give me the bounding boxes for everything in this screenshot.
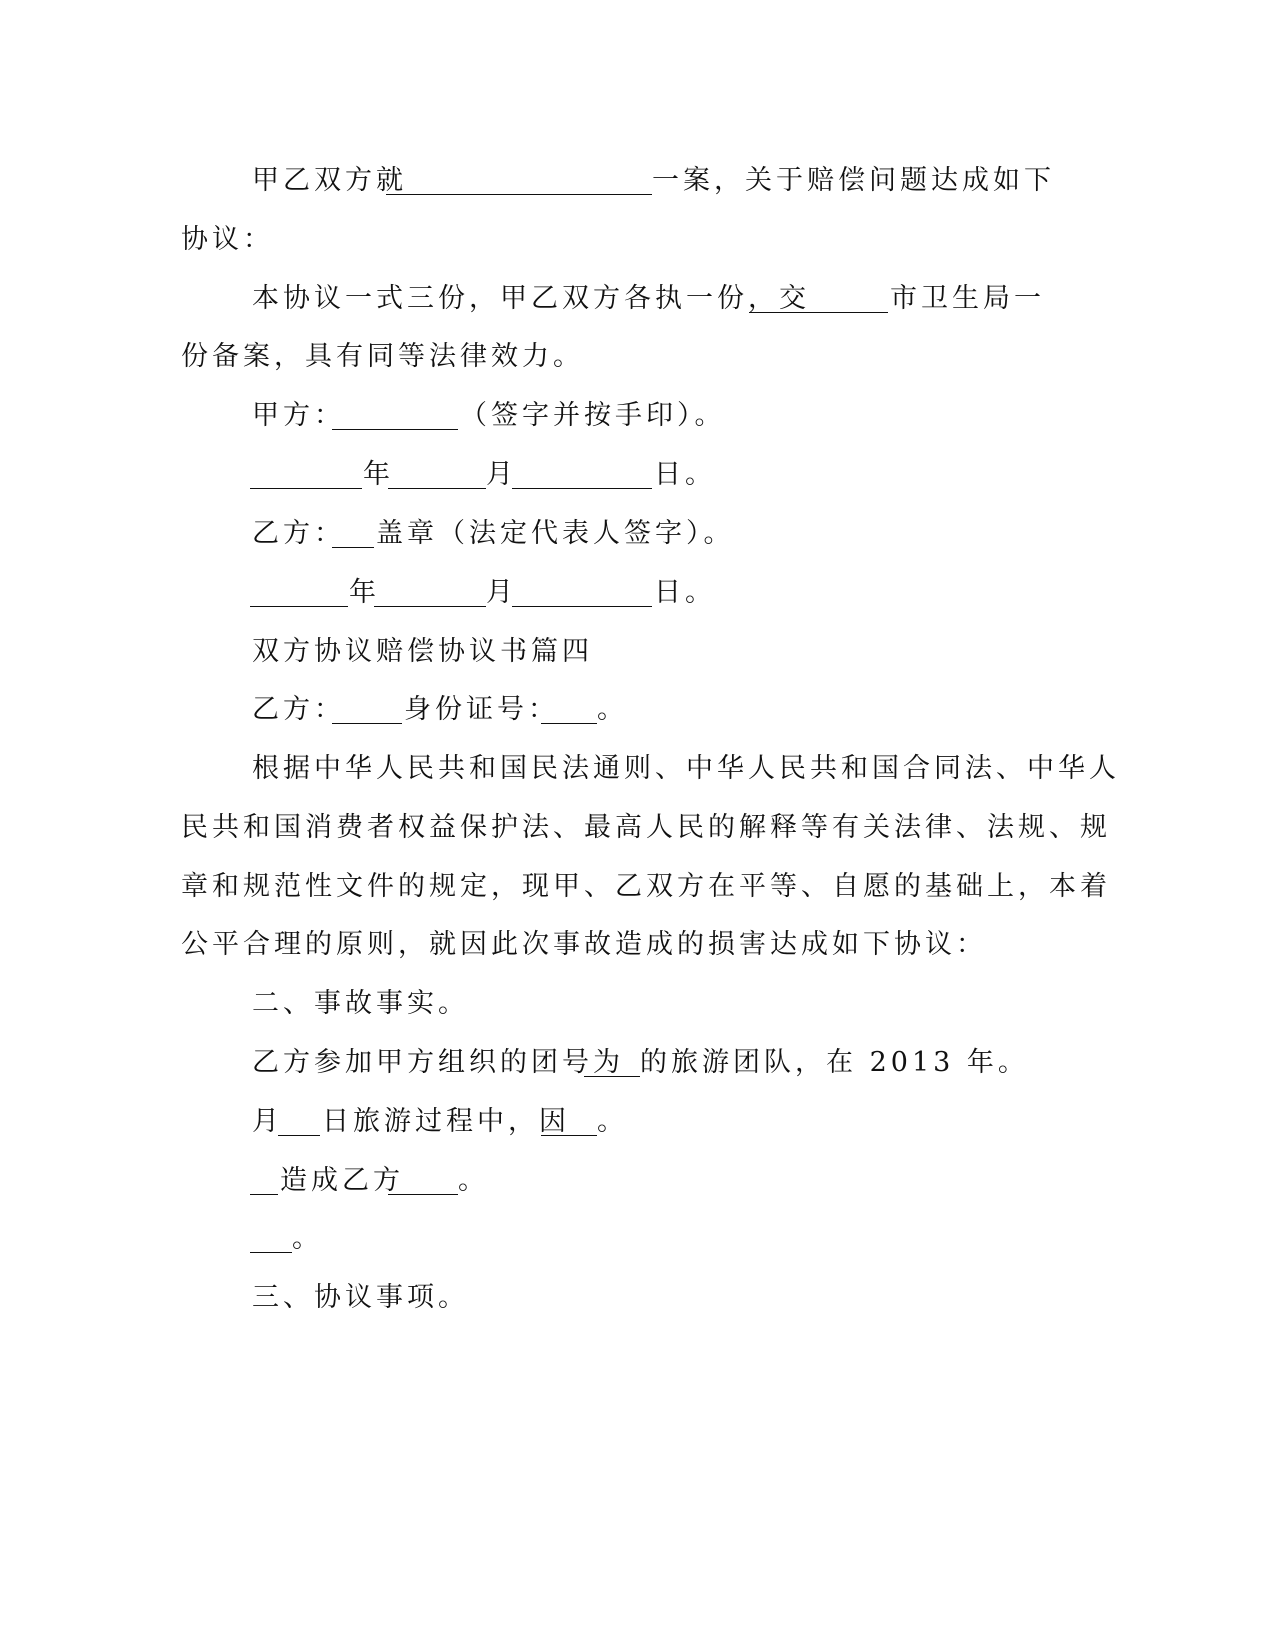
text-segment: 公平合理的原则，就因此次事故造成的损害达成如下协议： — [181, 929, 987, 960]
text-segment: 乙方参加甲方组织的团号为 — [252, 1047, 624, 1078]
text-segment: 日旅游过程中，因 — [322, 1106, 570, 1137]
text-segment: 年 — [363, 459, 394, 490]
text-segment: 份备案，具有同等法律效力。 — [181, 341, 584, 372]
text-segment: 。 — [292, 1223, 323, 1254]
fill-in-blank — [386, 194, 652, 195]
text-segment: 月 — [252, 1106, 283, 1137]
text-segment: 甲乙双方就 — [252, 165, 407, 196]
text-segment: 盖章（法定代表人签字）。 — [376, 518, 735, 549]
fill-in-blank — [250, 1252, 292, 1253]
fill-in-blank — [374, 606, 486, 607]
text-segment: 根据中华人民共和国民法通则、中华人民共和国合同法、中华人 — [252, 753, 1120, 784]
text-segment: 协议： — [181, 224, 274, 255]
text-segment: 。 — [597, 1106, 628, 1137]
text-segment: 。 — [597, 694, 628, 725]
fill-in-blank — [541, 1135, 597, 1136]
text-segment: 的旅游团队，在 2013 年。 — [640, 1047, 1029, 1078]
fill-in-blank — [332, 723, 402, 724]
text-segment: 造成乙方 — [280, 1165, 404, 1196]
text-segment: 市卫生局一 — [890, 283, 1045, 314]
text-segment: 三、协议事项。 — [252, 1282, 469, 1313]
fill-in-blank — [584, 1076, 640, 1077]
fill-in-blank — [388, 488, 486, 489]
text-segment: 日。 — [654, 577, 716, 608]
text-segment: 甲方： — [252, 400, 345, 431]
fill-in-blank — [512, 488, 652, 489]
text-segment: 民共和国消费者权益保护法、最高人民的解释等有关法律、法规、规 — [181, 812, 1111, 843]
text-segment: 章和规范性文件的规定，现甲、乙双方在平等、自愿的基础上，本着 — [181, 871, 1111, 902]
text-segment: 乙方： — [252, 518, 345, 549]
fill-in-blank — [749, 312, 888, 313]
fill-in-blank — [332, 547, 374, 548]
fill-in-blank — [541, 723, 597, 724]
text-segment: 日。 — [654, 459, 716, 490]
text-segment: 二、事故事实。 — [252, 988, 469, 1019]
text-segment: （签字并按手印）。 — [460, 400, 726, 431]
text-segment: 。 — [458, 1165, 489, 1196]
fill-in-blank — [250, 1194, 278, 1195]
text-segment: 双方协议赔偿协议书篇四 — [252, 636, 593, 667]
text-segment: 乙方： — [252, 694, 345, 725]
fill-in-blank — [278, 1135, 320, 1136]
text-segment: 一案，关于赔偿问题达成如下 — [652, 165, 1055, 196]
fill-in-blank — [512, 606, 652, 607]
fill-in-blank — [332, 429, 458, 430]
text-segment: 月 — [486, 459, 517, 490]
fill-in-blank — [250, 606, 348, 607]
text-segment: 年 — [349, 577, 380, 608]
fill-in-blank — [250, 488, 362, 489]
text-segment: 身份证号： — [404, 694, 559, 725]
text-segment: 月 — [486, 577, 517, 608]
fill-in-blank — [388, 1194, 458, 1195]
text-segment: 本协议一式三份，甲乙双方各执一份，交 — [252, 283, 810, 314]
